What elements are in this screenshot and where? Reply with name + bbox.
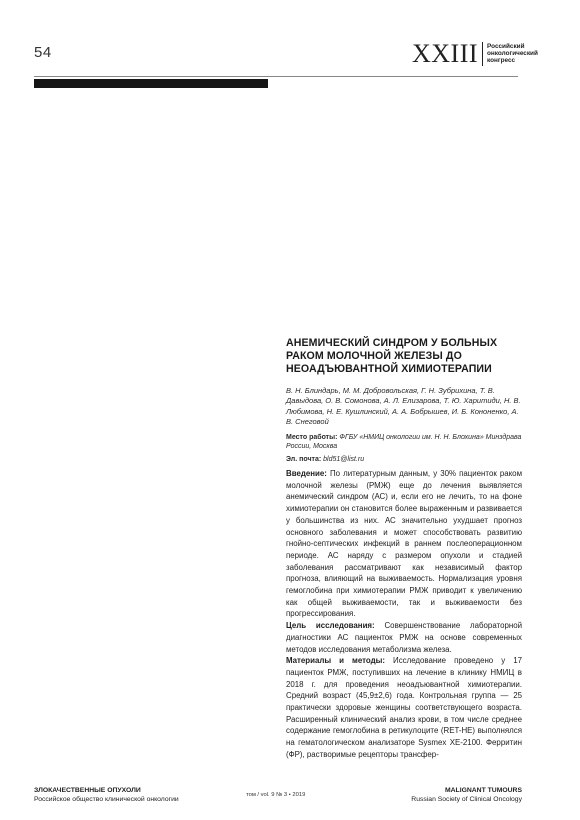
email-value[interactable]: bld51@list.ru <box>323 456 365 464</box>
article-body <box>286 468 522 761</box>
article-title: АНЕМИЧЕСКИЙ СИНДРОМ У БОЛЬНЫХ РАКОМ МОЛОЧНОЙ ЖЕЛЕЗЫ ДО НЕОАДЪЮВАНТНОЙ ХИМИОТЕРАПИИ <box>286 337 498 375</box>
workplace-line <box>286 433 522 453</box>
section-objective <box>286 620 522 655</box>
congress-name <box>487 42 538 65</box>
page-number: 54 <box>34 44 52 61</box>
section-methods <box>286 655 522 760</box>
congress-name-line: конгресс <box>487 57 516 65</box>
congress-name-line: онкологический <box>487 50 538 58</box>
footer-journal-en <box>411 786 522 804</box>
workplace-label: Место работы: <box>286 433 338 441</box>
journal-name-ru: ЗЛОКАЧЕСТВЕННЫЕ ОПУХОЛИ <box>34 787 141 794</box>
footer-volume: том / vol. 9 № 3 • 2019 <box>246 792 306 798</box>
congress-roman-numeral: XXIII <box>412 42 483 66</box>
header-bar <box>34 79 268 88</box>
society-name-en: Russian Society of Clinical Oncology <box>411 796 522 803</box>
section-label: Цель исследования: <box>286 621 375 631</box>
society-name-ru: Российское общество клинической онкологии <box>34 796 179 803</box>
section-label: Введение: <box>286 469 327 479</box>
congress-logo <box>412 39 538 70</box>
section-text: Совершенствование лабораторной диагностики АС пациенток РМЖ на основе современных методов исследования метаболизма железа. <box>286 621 522 654</box>
header-rule <box>34 76 518 77</box>
section-introduction <box>286 468 522 620</box>
workplace-value: ФГБУ «НМИЦ онкологии им. Н. Н. Блохина» Минздрава России, Москва <box>286 433 522 451</box>
email-label: Эл. почта: <box>286 456 322 464</box>
section-text: Исследование проведено у 17 пациенток РМЖ, поступивших на лечение в клинику НМИЦ в 2018 г. для проведения неоадъювантной химиотерапии. Средний возраст (45,9±2,6) года. Контрольная группа — 25 практически здоровые женщины соответствующего возраста. Расширенный клинический анализ крови, в том числе среднее содержание гемоглобина в ретикулоците (RET-HE) выполнялся на гематологическом анализаторе Sysmex XE-2100. Ферритин (ФР), растворимые рецепторы трансфер- <box>286 656 522 759</box>
article <box>286 337 522 761</box>
section-label: Материалы и методы: <box>286 656 386 666</box>
journal-name-en: MALIGNANT TUMOURS <box>444 787 522 794</box>
article-authors: В. Н. Блиндарь, М. М. Добровольская, Г. Н. Зубрихина, Т. В. Давыдова, О. В. Сомонова, А. Л. Елизарова, Т. Ю. Харитиди, Н. В. Любимова, Н. Е. Кушлинский, А. А. Бобрышев, И. Б. Кононенко, А. В. Снеговой <box>286 386 521 427</box>
congress-name-line: Российский <box>487 43 525 50</box>
footer-journal-ru <box>34 786 179 804</box>
email-line <box>286 455 522 465</box>
section-text: По литературным данным, у 30% пациенток раком молочной железы (РМЖ) еще до лечения выявляется анемический синдром (АС) и, если его не лечить, то на фоне химиотерапии он становится более выраженным и развивается у большинства из них. АС значительно ухудшает прогноз основного заболевания и может способствовать развитию гнойно-септических инфекций в раннем послеоперационном периоде. АС наряду с размером опухоли и стадией заболевания рассматривают как независимый фактор прогноза, влияющий на выживаемость. Нормализация уровня гемоглобина при химиотерапии РМЖ приводит к увеличению как общей выживаемости, так и выживаемости без прогрессирования. <box>286 469 522 619</box>
